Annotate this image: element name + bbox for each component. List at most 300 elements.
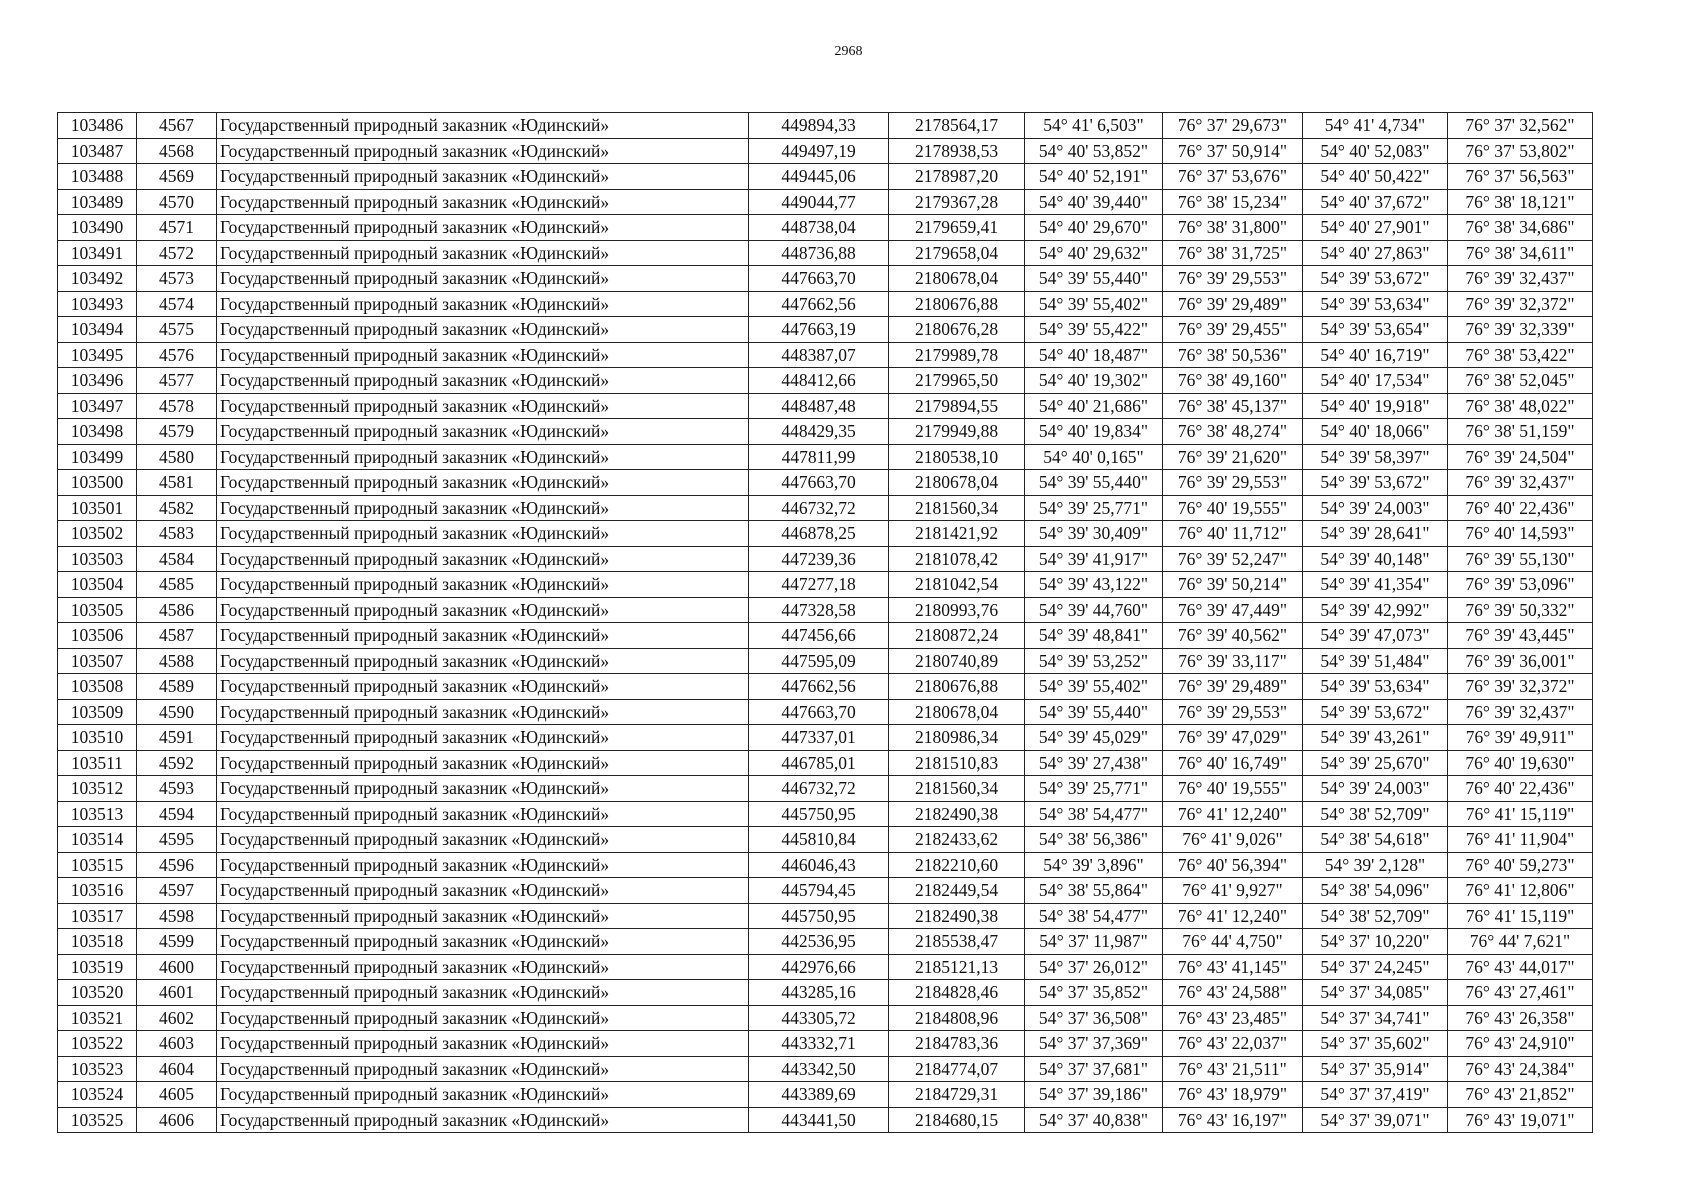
- y-coordinate-cell: 2180993,76: [889, 597, 1025, 623]
- longitude-2-cell: 76° 39' 53,096": [1448, 572, 1593, 598]
- x-coordinate-cell: 449445,06: [749, 164, 889, 190]
- table-row: [58, 623, 1593, 649]
- latitude-2-cell: 54° 39' 58,397": [1303, 444, 1448, 470]
- point-number-cell: 4569: [137, 164, 217, 190]
- object-name-cell: Государственный природный заказник «Юдинский»: [217, 266, 749, 292]
- object-name-cell: Государственный природный заказник «Юдинский»: [217, 903, 749, 929]
- latitude-2-cell: 54° 39' 2,128": [1303, 852, 1448, 878]
- table-row: [58, 1005, 1593, 1031]
- point-number-cell: 4592: [137, 750, 217, 776]
- point-number-cell: 4570: [137, 189, 217, 215]
- latitude-cell: 54° 38' 54,477": [1025, 801, 1163, 827]
- table-row: [58, 1031, 1593, 1057]
- y-coordinate-cell: 2182449,54: [889, 878, 1025, 904]
- longitude-cell: 76° 39' 33,117": [1163, 648, 1303, 674]
- longitude-2-cell: 76° 39' 55,130": [1448, 546, 1593, 572]
- longitude-2-cell: 76° 39' 32,437": [1448, 470, 1593, 496]
- object-name-cell: Государственный природный заказник «Юдинский»: [217, 1031, 749, 1057]
- table-row: [58, 699, 1593, 725]
- table-row: [58, 1082, 1593, 1108]
- y-coordinate-cell: 2179949,88: [889, 419, 1025, 445]
- record-id-cell: 103488: [58, 164, 137, 190]
- latitude-2-cell: 54° 37' 24,245": [1303, 954, 1448, 980]
- longitude-2-cell: 76° 39' 32,372": [1448, 291, 1593, 317]
- table-row: [58, 215, 1593, 241]
- longitude-cell: 76° 39' 52,247": [1163, 546, 1303, 572]
- longitude-2-cell: 76° 39' 36,001": [1448, 648, 1593, 674]
- latitude-2-cell: 54° 40' 27,863": [1303, 240, 1448, 266]
- latitude-2-cell: 54° 40' 27,901": [1303, 215, 1448, 241]
- object-name-cell: Государственный природный заказник «Юдинский»: [217, 1056, 749, 1082]
- x-coordinate-cell: 447663,70: [749, 470, 889, 496]
- table-row: [58, 725, 1593, 751]
- longitude-2-cell: 76° 44' 7,621": [1448, 929, 1593, 955]
- point-number-cell: 4604: [137, 1056, 217, 1082]
- latitude-cell: 54° 40' 19,302": [1025, 368, 1163, 394]
- object-name-cell: Государственный природный заказник «Юдинский»: [217, 852, 749, 878]
- latitude-2-cell: 54° 37' 10,220": [1303, 929, 1448, 955]
- latitude-2-cell: 54° 40' 52,083": [1303, 138, 1448, 164]
- object-name-cell: Государственный природный заказник «Юдинский»: [217, 368, 749, 394]
- point-number-cell: 4577: [137, 368, 217, 394]
- latitude-2-cell: 54° 39' 53,672": [1303, 266, 1448, 292]
- object-name-cell: Государственный природный заказник «Юдинский»: [217, 521, 749, 547]
- longitude-cell: 76° 39' 40,562": [1163, 623, 1303, 649]
- longitude-2-cell: 76° 38' 34,611": [1448, 240, 1593, 266]
- object-name-cell: Государственный природный заказник «Юдинский»: [217, 240, 749, 266]
- object-name-cell: Государственный природный заказник «Юдинский»: [217, 954, 749, 980]
- latitude-cell: 54° 38' 54,477": [1025, 903, 1163, 929]
- latitude-2-cell: 54° 37' 34,741": [1303, 1005, 1448, 1031]
- record-id-cell: 103522: [58, 1031, 137, 1057]
- longitude-2-cell: 76° 37' 32,562": [1448, 113, 1593, 139]
- longitude-cell: 76° 38' 45,137": [1163, 393, 1303, 419]
- x-coordinate-cell: 445794,45: [749, 878, 889, 904]
- y-coordinate-cell: 2184828,46: [889, 980, 1025, 1006]
- record-id-cell: 103518: [58, 929, 137, 955]
- point-number-cell: 4591: [137, 725, 217, 751]
- longitude-cell: 76° 39' 29,489": [1163, 291, 1303, 317]
- longitude-2-cell: 76° 38' 53,422": [1448, 342, 1593, 368]
- x-coordinate-cell: 448736,88: [749, 240, 889, 266]
- x-coordinate-cell: 443441,50: [749, 1107, 889, 1133]
- x-coordinate-cell: 448487,48: [749, 393, 889, 419]
- record-id-cell: 103514: [58, 827, 137, 853]
- record-id-cell: 103506: [58, 623, 137, 649]
- x-coordinate-cell: 449894,33: [749, 113, 889, 139]
- latitude-2-cell: 54° 40' 18,066": [1303, 419, 1448, 445]
- table-row: [58, 1056, 1593, 1082]
- record-id-cell: 103495: [58, 342, 137, 368]
- point-number-cell: 4600: [137, 954, 217, 980]
- latitude-cell: 54° 37' 39,186": [1025, 1082, 1163, 1108]
- point-number-cell: 4601: [137, 980, 217, 1006]
- longitude-cell: 76° 43' 22,037": [1163, 1031, 1303, 1057]
- record-id-cell: 103503: [58, 546, 137, 572]
- longitude-2-cell: 76° 40' 22,436": [1448, 495, 1593, 521]
- latitude-2-cell: 54° 40' 50,422": [1303, 164, 1448, 190]
- table-row: [58, 572, 1593, 598]
- record-id-cell: 103490: [58, 215, 137, 241]
- longitude-cell: 76° 38' 15,234": [1163, 189, 1303, 215]
- x-coordinate-cell: 448387,07: [749, 342, 889, 368]
- record-id-cell: 103499: [58, 444, 137, 470]
- x-coordinate-cell: 447663,19: [749, 317, 889, 343]
- latitude-cell: 54° 40' 29,632": [1025, 240, 1163, 266]
- x-coordinate-cell: 447663,70: [749, 266, 889, 292]
- latitude-2-cell: 54° 37' 35,602": [1303, 1031, 1448, 1057]
- table-row: [58, 164, 1593, 190]
- latitude-cell: 54° 39' 30,409": [1025, 521, 1163, 547]
- latitude-2-cell: 54° 38' 52,709": [1303, 903, 1448, 929]
- x-coordinate-cell: 442976,66: [749, 954, 889, 980]
- latitude-cell: 54° 39' 55,440": [1025, 699, 1163, 725]
- record-id-cell: 103512: [58, 776, 137, 802]
- x-coordinate-cell: 443342,50: [749, 1056, 889, 1082]
- x-coordinate-cell: 448412,66: [749, 368, 889, 394]
- longitude-cell: 76° 37' 29,673": [1163, 113, 1303, 139]
- longitude-cell: 76° 38' 48,274": [1163, 419, 1303, 445]
- record-id-cell: 103486: [58, 113, 137, 139]
- x-coordinate-cell: 449044,77: [749, 189, 889, 215]
- longitude-cell: 76° 39' 29,553": [1163, 699, 1303, 725]
- object-name-cell: Государственный природный заказник «Юдинский»: [217, 444, 749, 470]
- latitude-2-cell: 54° 40' 16,719": [1303, 342, 1448, 368]
- longitude-cell: 76° 40' 19,555": [1163, 495, 1303, 521]
- latitude-2-cell: 54° 37' 34,085": [1303, 980, 1448, 1006]
- x-coordinate-cell: 448738,04: [749, 215, 889, 241]
- record-id-cell: 103517: [58, 903, 137, 929]
- x-coordinate-cell: 449497,19: [749, 138, 889, 164]
- y-coordinate-cell: 2178938,53: [889, 138, 1025, 164]
- object-name-cell: Государственный природный заказник «Юдинский»: [217, 597, 749, 623]
- y-coordinate-cell: 2181042,54: [889, 572, 1025, 598]
- y-coordinate-cell: 2179658,04: [889, 240, 1025, 266]
- object-name-cell: Государственный природный заказник «Юдинский»: [217, 1082, 749, 1108]
- record-id-cell: 103505: [58, 597, 137, 623]
- x-coordinate-cell: 447277,18: [749, 572, 889, 598]
- latitude-2-cell: 54° 39' 53,672": [1303, 699, 1448, 725]
- table-row: [58, 776, 1593, 802]
- table-row: [58, 317, 1593, 343]
- longitude-2-cell: 76° 41' 15,119": [1448, 903, 1593, 929]
- table-row: [58, 368, 1593, 394]
- y-coordinate-cell: 2179965,50: [889, 368, 1025, 394]
- latitude-cell: 54° 39' 25,771": [1025, 495, 1163, 521]
- object-name-cell: Государственный природный заказник «Юдинский»: [217, 1005, 749, 1031]
- object-name-cell: Государственный природный заказник «Юдинский»: [217, 750, 749, 776]
- x-coordinate-cell: 445750,95: [749, 903, 889, 929]
- longitude-2-cell: 76° 39' 43,445": [1448, 623, 1593, 649]
- table-row: [58, 470, 1593, 496]
- table-row: [58, 521, 1593, 547]
- record-id-cell: 103493: [58, 291, 137, 317]
- longitude-2-cell: 76° 39' 32,372": [1448, 674, 1593, 700]
- point-number-cell: 4571: [137, 215, 217, 241]
- record-id-cell: 103489: [58, 189, 137, 215]
- table-row: [58, 444, 1593, 470]
- table-row: [58, 674, 1593, 700]
- table-body: [58, 113, 1593, 1133]
- object-name-cell: Государственный природный заказник «Юдинский»: [217, 929, 749, 955]
- record-id-cell: 103523: [58, 1056, 137, 1082]
- table-row: [58, 929, 1593, 955]
- latitude-2-cell: 54° 39' 43,261": [1303, 725, 1448, 751]
- x-coordinate-cell: 443389,69: [749, 1082, 889, 1108]
- longitude-cell: 76° 38' 49,160": [1163, 368, 1303, 394]
- x-coordinate-cell: 443285,16: [749, 980, 889, 1006]
- latitude-2-cell: 54° 39' 47,073": [1303, 623, 1448, 649]
- object-name-cell: Государственный природный заказник «Юдинский»: [217, 827, 749, 853]
- latitude-cell: 54° 37' 37,369": [1025, 1031, 1163, 1057]
- point-number-cell: 4580: [137, 444, 217, 470]
- longitude-2-cell: 76° 40' 14,593": [1448, 521, 1593, 547]
- point-number-cell: 4574: [137, 291, 217, 317]
- x-coordinate-cell: 446732,72: [749, 776, 889, 802]
- table-row: [58, 827, 1593, 853]
- longitude-cell: 76° 43' 16,197": [1163, 1107, 1303, 1133]
- longitude-cell: 76° 40' 16,749": [1163, 750, 1303, 776]
- y-coordinate-cell: 2180676,28: [889, 317, 1025, 343]
- latitude-2-cell: 54° 38' 54,618": [1303, 827, 1448, 853]
- record-id-cell: 103513: [58, 801, 137, 827]
- longitude-2-cell: 76° 43' 27,461": [1448, 980, 1593, 1006]
- y-coordinate-cell: 2182490,38: [889, 903, 1025, 929]
- x-coordinate-cell: 447663,70: [749, 699, 889, 725]
- longitude-2-cell: 76° 43' 24,384": [1448, 1056, 1593, 1082]
- table-row: [58, 1107, 1593, 1133]
- y-coordinate-cell: 2180678,04: [889, 266, 1025, 292]
- latitude-cell: 54° 41' 6,503": [1025, 113, 1163, 139]
- y-coordinate-cell: 2179894,55: [889, 393, 1025, 419]
- record-id-cell: 103521: [58, 1005, 137, 1031]
- y-coordinate-cell: 2181510,83: [889, 750, 1025, 776]
- y-coordinate-cell: 2179989,78: [889, 342, 1025, 368]
- latitude-2-cell: 54° 39' 25,670": [1303, 750, 1448, 776]
- object-name-cell: Государственный природный заказник «Юдинский»: [217, 495, 749, 521]
- object-name-cell: Государственный природный заказник «Юдинский»: [217, 623, 749, 649]
- longitude-cell: 76° 43' 21,511": [1163, 1056, 1303, 1082]
- longitude-cell: 76° 39' 29,553": [1163, 266, 1303, 292]
- latitude-cell: 54° 39' 41,917": [1025, 546, 1163, 572]
- table-row: [58, 980, 1593, 1006]
- record-id-cell: 103497: [58, 393, 137, 419]
- latitude-2-cell: 54° 39' 24,003": [1303, 495, 1448, 521]
- table-row: [58, 852, 1593, 878]
- longitude-cell: 76° 39' 50,214": [1163, 572, 1303, 598]
- latitude-cell: 54° 37' 35,852": [1025, 980, 1163, 1006]
- point-number-cell: 4599: [137, 929, 217, 955]
- record-id-cell: 103504: [58, 572, 137, 598]
- object-name-cell: Государственный природный заказник «Юдинский»: [217, 393, 749, 419]
- object-name-cell: Государственный природный заказник «Юдинский»: [217, 546, 749, 572]
- point-number-cell: 4576: [137, 342, 217, 368]
- table-row: [58, 546, 1593, 572]
- y-coordinate-cell: 2181078,42: [889, 546, 1025, 572]
- point-number-cell: 4593: [137, 776, 217, 802]
- table-row: [58, 903, 1593, 929]
- x-coordinate-cell: 445750,95: [749, 801, 889, 827]
- point-number-cell: 4597: [137, 878, 217, 904]
- object-name-cell: Государственный природный заказник «Юдинский»: [217, 189, 749, 215]
- object-name-cell: Государственный природный заказник «Юдинский»: [217, 470, 749, 496]
- y-coordinate-cell: 2182210,60: [889, 852, 1025, 878]
- object-name-cell: Государственный природный заказник «Юдинский»: [217, 572, 749, 598]
- y-coordinate-cell: 2182433,62: [889, 827, 1025, 853]
- record-id-cell: 103491: [58, 240, 137, 266]
- object-name-cell: Государственный природный заказник «Юдинский»: [217, 215, 749, 241]
- longitude-cell: 76° 43' 23,485": [1163, 1005, 1303, 1031]
- latitude-2-cell: 54° 39' 51,484": [1303, 648, 1448, 674]
- y-coordinate-cell: 2180678,04: [889, 699, 1025, 725]
- longitude-cell: 76° 37' 53,676": [1163, 164, 1303, 190]
- object-name-cell: Государственный природный заказник «Юдинский»: [217, 674, 749, 700]
- longitude-2-cell: 76° 38' 51,159": [1448, 419, 1593, 445]
- y-coordinate-cell: 2182490,38: [889, 801, 1025, 827]
- longitude-2-cell: 76° 38' 18,121": [1448, 189, 1593, 215]
- point-number-cell: 4583: [137, 521, 217, 547]
- y-coordinate-cell: 2184729,31: [889, 1082, 1025, 1108]
- table-row: [58, 138, 1593, 164]
- y-coordinate-cell: 2184808,96: [889, 1005, 1025, 1031]
- longitude-2-cell: 76° 41' 15,119": [1448, 801, 1593, 827]
- point-number-cell: 4589: [137, 674, 217, 700]
- longitude-2-cell: 76° 43' 24,910": [1448, 1031, 1593, 1057]
- table-row: [58, 113, 1593, 139]
- y-coordinate-cell: 2178564,17: [889, 113, 1025, 139]
- latitude-2-cell: 54° 40' 37,672": [1303, 189, 1448, 215]
- latitude-2-cell: 54° 37' 39,071": [1303, 1107, 1448, 1133]
- latitude-2-cell: 54° 37' 37,419": [1303, 1082, 1448, 1108]
- x-coordinate-cell: 443332,71: [749, 1031, 889, 1057]
- y-coordinate-cell: 2184680,15: [889, 1107, 1025, 1133]
- x-coordinate-cell: 446878,25: [749, 521, 889, 547]
- point-number-cell: 4594: [137, 801, 217, 827]
- record-id-cell: 103501: [58, 495, 137, 521]
- object-name-cell: Государственный природный заказник «Юдинский»: [217, 648, 749, 674]
- latitude-cell: 54° 37' 40,838": [1025, 1107, 1163, 1133]
- x-coordinate-cell: 447456,66: [749, 623, 889, 649]
- longitude-cell: 76° 41' 9,927": [1163, 878, 1303, 904]
- point-number-cell: 4581: [137, 470, 217, 496]
- record-id-cell: 103507: [58, 648, 137, 674]
- point-number-cell: 4584: [137, 546, 217, 572]
- point-number-cell: 4605: [137, 1082, 217, 1108]
- latitude-2-cell: 54° 38' 52,709": [1303, 801, 1448, 827]
- x-coordinate-cell: 446785,01: [749, 750, 889, 776]
- latitude-cell: 54° 39' 25,771": [1025, 776, 1163, 802]
- object-name-cell: Государственный природный заказник «Юдинский»: [217, 878, 749, 904]
- longitude-cell: 76° 39' 21,620": [1163, 444, 1303, 470]
- latitude-2-cell: 54° 39' 41,354": [1303, 572, 1448, 598]
- y-coordinate-cell: 2179659,41: [889, 215, 1025, 241]
- x-coordinate-cell: 447662,56: [749, 674, 889, 700]
- point-number-cell: 4598: [137, 903, 217, 929]
- longitude-cell: 76° 41' 12,240": [1163, 801, 1303, 827]
- longitude-2-cell: 76° 43' 26,358": [1448, 1005, 1593, 1031]
- latitude-cell: 54° 39' 55,440": [1025, 266, 1163, 292]
- latitude-cell: 54° 39' 3,896": [1025, 852, 1163, 878]
- longitude-2-cell: 76° 43' 19,071": [1448, 1107, 1593, 1133]
- latitude-cell: 54° 40' 18,487": [1025, 342, 1163, 368]
- latitude-cell: 54° 37' 37,681": [1025, 1056, 1163, 1082]
- y-coordinate-cell: 2185121,13: [889, 954, 1025, 980]
- point-number-cell: 4568: [137, 138, 217, 164]
- latitude-2-cell: 54° 39' 24,003": [1303, 776, 1448, 802]
- y-coordinate-cell: 2181560,34: [889, 495, 1025, 521]
- latitude-cell: 54° 39' 55,402": [1025, 674, 1163, 700]
- record-id-cell: 103519: [58, 954, 137, 980]
- latitude-cell: 54° 37' 26,012": [1025, 954, 1163, 980]
- point-number-cell: 4590: [137, 699, 217, 725]
- longitude-2-cell: 76° 43' 44,017": [1448, 954, 1593, 980]
- record-id-cell: 103487: [58, 138, 137, 164]
- longitude-2-cell: 76° 39' 50,332": [1448, 597, 1593, 623]
- point-number-cell: 4596: [137, 852, 217, 878]
- point-number-cell: 4578: [137, 393, 217, 419]
- longitude-2-cell: 76° 40' 19,630": [1448, 750, 1593, 776]
- point-number-cell: 4603: [137, 1031, 217, 1057]
- y-coordinate-cell: 2180676,88: [889, 674, 1025, 700]
- latitude-2-cell: 54° 39' 28,641": [1303, 521, 1448, 547]
- table-row: [58, 240, 1593, 266]
- latitude-cell: 54° 38' 56,386": [1025, 827, 1163, 853]
- longitude-2-cell: 76° 39' 32,339": [1448, 317, 1593, 343]
- latitude-2-cell: 54° 37' 35,914": [1303, 1056, 1448, 1082]
- latitude-2-cell: 54° 40' 19,918": [1303, 393, 1448, 419]
- latitude-2-cell: 54° 41' 4,734": [1303, 113, 1448, 139]
- longitude-2-cell: 76° 38' 52,045": [1448, 368, 1593, 394]
- latitude-cell: 54° 38' 55,864": [1025, 878, 1163, 904]
- object-name-cell: Государственный природный заказник «Юдинский»: [217, 164, 749, 190]
- latitude-cell: 54° 40' 53,852": [1025, 138, 1163, 164]
- point-number-cell: 4582: [137, 495, 217, 521]
- record-id-cell: 103509: [58, 699, 137, 725]
- object-name-cell: Государственный природный заказник «Юдинский»: [217, 138, 749, 164]
- table-row: [58, 419, 1593, 445]
- object-name-cell: Государственный природный заказник «Юдинский»: [217, 342, 749, 368]
- longitude-2-cell: 76° 38' 34,686": [1448, 215, 1593, 241]
- latitude-cell: 54° 39' 43,122": [1025, 572, 1163, 598]
- record-id-cell: 103524: [58, 1082, 137, 1108]
- point-number-cell: 4585: [137, 572, 217, 598]
- table-row: [58, 750, 1593, 776]
- x-coordinate-cell: 447662,56: [749, 291, 889, 317]
- x-coordinate-cell: 447239,36: [749, 546, 889, 572]
- point-number-cell: 4579: [137, 419, 217, 445]
- table-row: [58, 342, 1593, 368]
- longitude-2-cell: 76° 37' 53,802": [1448, 138, 1593, 164]
- table-row: [58, 597, 1593, 623]
- latitude-2-cell: 54° 39' 53,634": [1303, 674, 1448, 700]
- longitude-cell: 76° 41' 12,240": [1163, 903, 1303, 929]
- longitude-2-cell: 76° 43' 21,852": [1448, 1082, 1593, 1108]
- point-number-cell: 4575: [137, 317, 217, 343]
- longitude-2-cell: 76° 41' 11,904": [1448, 827, 1593, 853]
- x-coordinate-cell: 447595,09: [749, 648, 889, 674]
- object-name-cell: Государственный природный заказник «Юдинский»: [217, 419, 749, 445]
- x-coordinate-cell: 448429,35: [749, 419, 889, 445]
- latitude-2-cell: 54° 40' 17,534": [1303, 368, 1448, 394]
- object-name-cell: Государственный природный заказник «Юдинский»: [217, 776, 749, 802]
- latitude-2-cell: 54° 39' 53,672": [1303, 470, 1448, 496]
- object-name-cell: Государственный природный заказник «Юдинский»: [217, 1107, 749, 1133]
- table-row: [58, 648, 1593, 674]
- record-id-cell: 103498: [58, 419, 137, 445]
- latitude-2-cell: 54° 39' 53,654": [1303, 317, 1448, 343]
- point-number-cell: 4586: [137, 597, 217, 623]
- table-row: [58, 291, 1593, 317]
